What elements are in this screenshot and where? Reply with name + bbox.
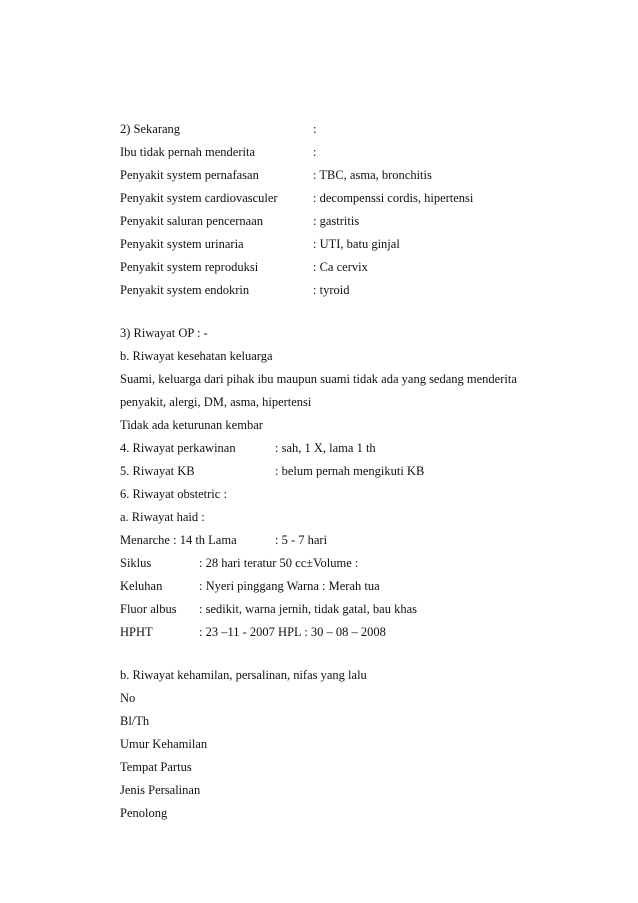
menstrual-row-value: : Nyeri pinggang Warna : Merah tua [199,579,380,593]
menarche-label: Menarche : 14 th Lama [120,533,237,547]
marriage-history-label: 4. Riwayat perkawinan [120,441,236,455]
menstrual-row-label: Fluor albus [120,602,177,616]
pregnancy-history-item: No [120,691,136,705]
obstetric-history-heading: 6. Riwayat obstetric : [120,487,227,501]
disease-row-label: Ibu tidak pernah menderita [120,145,256,159]
menstrual-row-label: Keluhan [120,579,163,593]
family-history-text: Suami, keluarga dari pihak ibu maupun suami tidak ada yang sedang menderita [120,372,517,386]
marriage-history-row [120,440,376,456]
disease-row [120,282,350,298]
disease-row [120,167,432,183]
disease-row-label: Penyakit system endokrin [120,283,250,297]
menstrual-row [120,578,380,594]
sekarang-heading: 2) Sekarang [120,122,181,136]
sekarang-heading-row [120,121,317,137]
menstrual-row [120,624,386,640]
disease-row [120,259,368,275]
pregnancy-history-heading: b. Riwayat kehamilan, persalinan, nifas yang lalu [120,668,367,682]
menarche-row [120,532,328,548]
pregnancy-history-item: Umur Kehamilan [120,737,208,751]
disease-row-value: : Ca cervix [313,260,368,274]
disease-row-label: Penyakit system pernafasan [120,168,259,182]
disease-row-value: : [313,145,317,159]
riwayat-op: 3) Riwayat OP : - [120,326,208,340]
menstrual-row-value: : 23 –11 - 2007 HPL : 30 – 08 – 2008 [199,625,386,639]
disease-row-value: : TBC, asma, bronchitis [313,168,432,182]
kb-history-label: 5. Riwayat KB [120,464,195,478]
disease-row-label: Penyakit system cardiovasculer [120,191,278,205]
disease-row [120,236,400,252]
pregnancy-history-item: Tempat Partus [120,760,192,774]
marriage-history-value: : sah, 1 X, lama 1 th [275,441,376,455]
menstrual-row [120,555,359,571]
disease-row-label: Penyakit saluran pencernaan [120,214,263,228]
disease-row-label: Penyakit system urinaria [120,237,244,251]
disease-row-value: : tyroid [313,283,350,297]
disease-row [120,213,360,229]
menstrual-row-label: HPHT [120,625,153,639]
pregnancy-history-item: Jenis Persalinan [120,783,201,797]
disease-row [120,144,317,160]
menstrual-row [120,601,417,617]
family-history-text: penyakit, alergi, DM, asma, hipertensi [120,395,312,409]
disease-row-label: Penyakit system reproduksi [120,260,259,274]
menstrual-row-label: Siklus [120,556,152,570]
family-history-text: Tidak ada keturunan kembar [120,418,263,432]
pregnancy-history-item: Penolong [120,806,168,820]
sekarang-heading-colon: : [313,122,317,136]
disease-row-value: : gastritis [313,214,360,228]
pregnancy-history-item: Bl/Th [120,714,150,728]
menstrual-row-value: : sedikit, warna jernih, tidak gatal, bau khas [199,602,417,616]
disease-row [120,190,474,206]
disease-row-value: : UTI, batu ginjal [313,237,400,251]
kb-history-row [120,463,425,479]
kb-history-value: : belum pernah mengikuti KB [275,464,425,478]
disease-row-value: : decompenssi cordis, hipertensi [313,191,474,205]
family-history-heading: b. Riwayat kesehatan keluarga [120,349,273,363]
menarche-value: : 5 - 7 hari [275,533,328,547]
menstrual-history-heading: a. Riwayat haid : [120,510,205,524]
menstrual-row-value: : 28 hari teratur 50 cc±Volume : [199,556,359,570]
